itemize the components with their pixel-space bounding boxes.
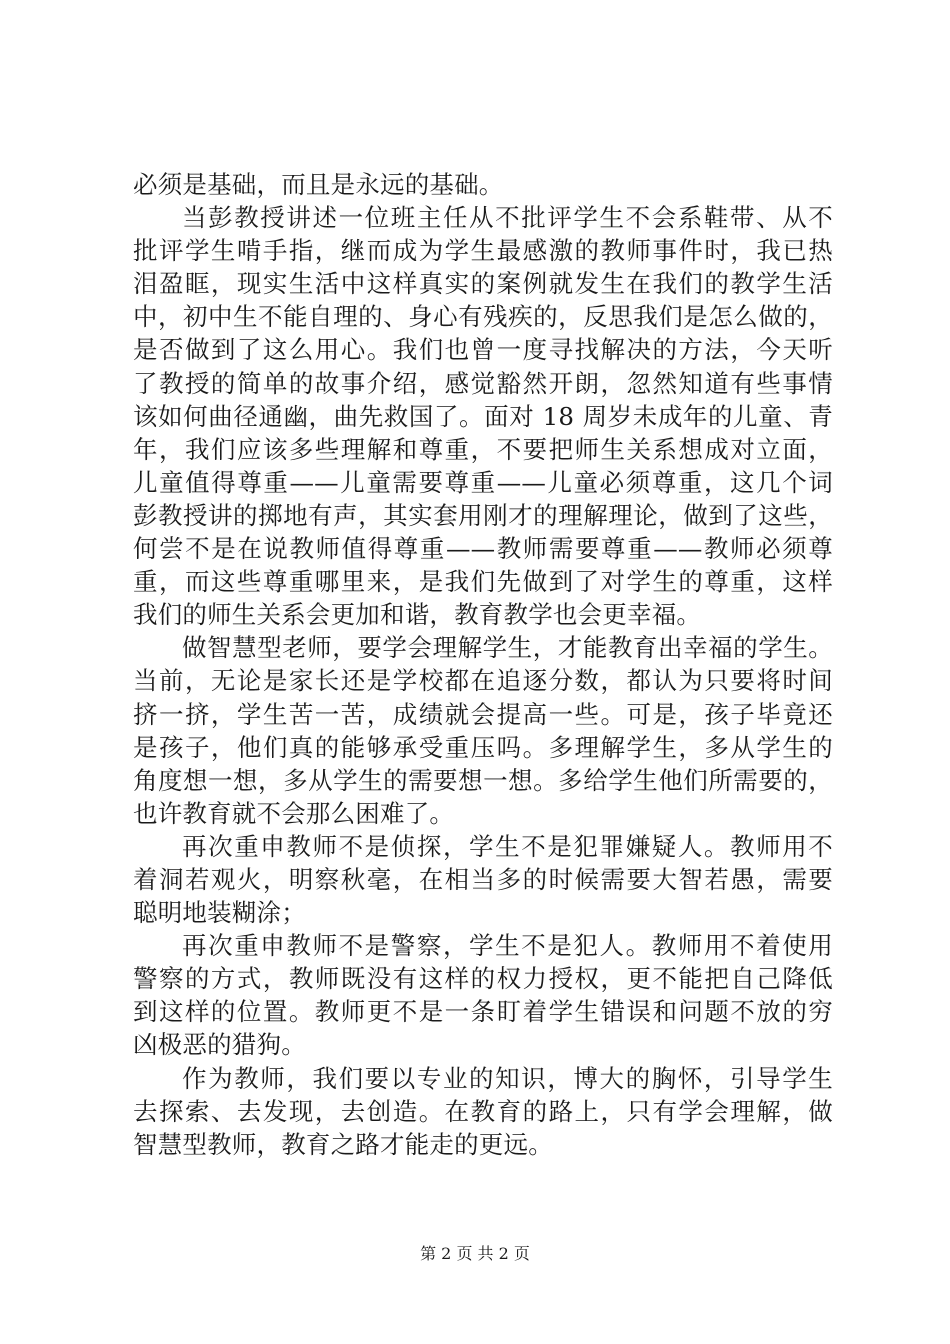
paragraph-line: 着洞若观火，明察秋毫，在相当多的时候需要大智若愚，需要 — [133, 864, 833, 894]
paragraph-line: 彭教授讲的掷地有声，其实套用刚才的理解理论，做到了这些， — [133, 500, 833, 530]
paragraph-line: 重，而这些尊重哪里来，是我们先做到了对学生的尊重，这样 — [133, 567, 833, 597]
paragraph-line: 我们的师生关系会更加和谐，教育教学也会更幸福。 — [133, 600, 702, 630]
paragraph-line: 也许教育就不会那么困难了。 — [133, 798, 455, 828]
paragraph-line: 必须是基础，而且是永远的基础。 — [133, 170, 504, 199]
paragraph-line: 作为教师，我们要以专业的知识，博大的胸怀，引导学生 — [182, 1063, 833, 1093]
document-body — [133, 168, 833, 1161]
paragraph-line: 角度想一想，多从学生的需要想一想。多给学生他们所需要的， — [133, 765, 833, 795]
paragraph-line: 当彭教授讲述一位班主任从不批评学生不会系鞋带、从不 — [182, 203, 833, 233]
paragraph — [133, 201, 833, 631]
paragraph-line: 警察的方式，教师既没有这样的权力授权，更不能把自己降低 — [133, 964, 833, 994]
paragraph-line: 当前，无论是家长还是学校都在追逐分数，都认为只要将时间 — [133, 666, 833, 696]
paragraph-line: 了教授的简单的故事介绍，感觉豁然开朗，忽然知道有些事情 — [133, 368, 833, 398]
paragraph-line: 该如何曲径通幽，曲先救国了。面对 18 周岁未成年的儿童、青 — [133, 401, 833, 431]
page-footer: 第 2 页 共 2 页 — [420, 1244, 530, 1263]
paragraph — [133, 929, 833, 1061]
paragraph-line: 何尝不是在说教师值得尊重——教师需要尊重——教师必须尊 — [133, 534, 833, 564]
paragraph-line: 到这样的位置。教师更不是一条盯着学生错误和问题不放的穷 — [133, 997, 833, 1027]
paragraph-line: 年，我们应该多些理解和尊重，不要把师生关系想成对立面， — [133, 434, 833, 464]
paragraph-line: 凶极恶的猎狗。 — [133, 1030, 306, 1060]
paragraph-line: 再次重申教师不是警察，学生不是犯人。教师用不着使用 — [182, 931, 833, 961]
paragraph-line: 泪盈眶，现实生活中这样真实的案例就发生在我们的教学生活 — [133, 269, 833, 299]
paragraph-line: 聪明地装糊涂； — [133, 898, 306, 928]
paragraph-line: 挤一挤，学生苦一苦，成绩就会提高一些。可是，孩子毕竟还 — [133, 699, 833, 729]
paragraph-line: 是否做到了这么用心。我们也曾一度寻找解决的方法，今天听 — [133, 335, 833, 365]
paragraph-line: 做智慧型老师，要学会理解学生，才能教育出幸福的学生。 — [182, 633, 833, 663]
paragraph-line: 智慧型教师，教育之路才能走的更远。 — [133, 1129, 553, 1159]
paragraph — [133, 168, 833, 201]
paragraph-line: 中，初中生不能自理的、身心有残疾的，反思我们是怎么做的， — [133, 302, 833, 332]
paragraph — [133, 830, 833, 929]
paragraph — [133, 631, 833, 830]
paragraph-line: 再次重申教师不是侦探，学生不是犯罪嫌疑人。教师用不 — [182, 831, 833, 861]
paragraph — [133, 1062, 833, 1161]
paragraph-line: 去探索、去发现，去创造。在教育的路上，只有学会理解，做 — [133, 1096, 833, 1126]
paragraph-line: 批评学生啃手指，继而成为学生最感激的教师事件时，我已热 — [133, 236, 833, 266]
paragraph-line: 儿童值得尊重——儿童需要尊重——儿童必须尊重，这几个词 — [133, 467, 833, 497]
paragraph-line: 是孩子，他们真的能够承受重压吗。多理解学生，多从学生的 — [133, 732, 833, 762]
